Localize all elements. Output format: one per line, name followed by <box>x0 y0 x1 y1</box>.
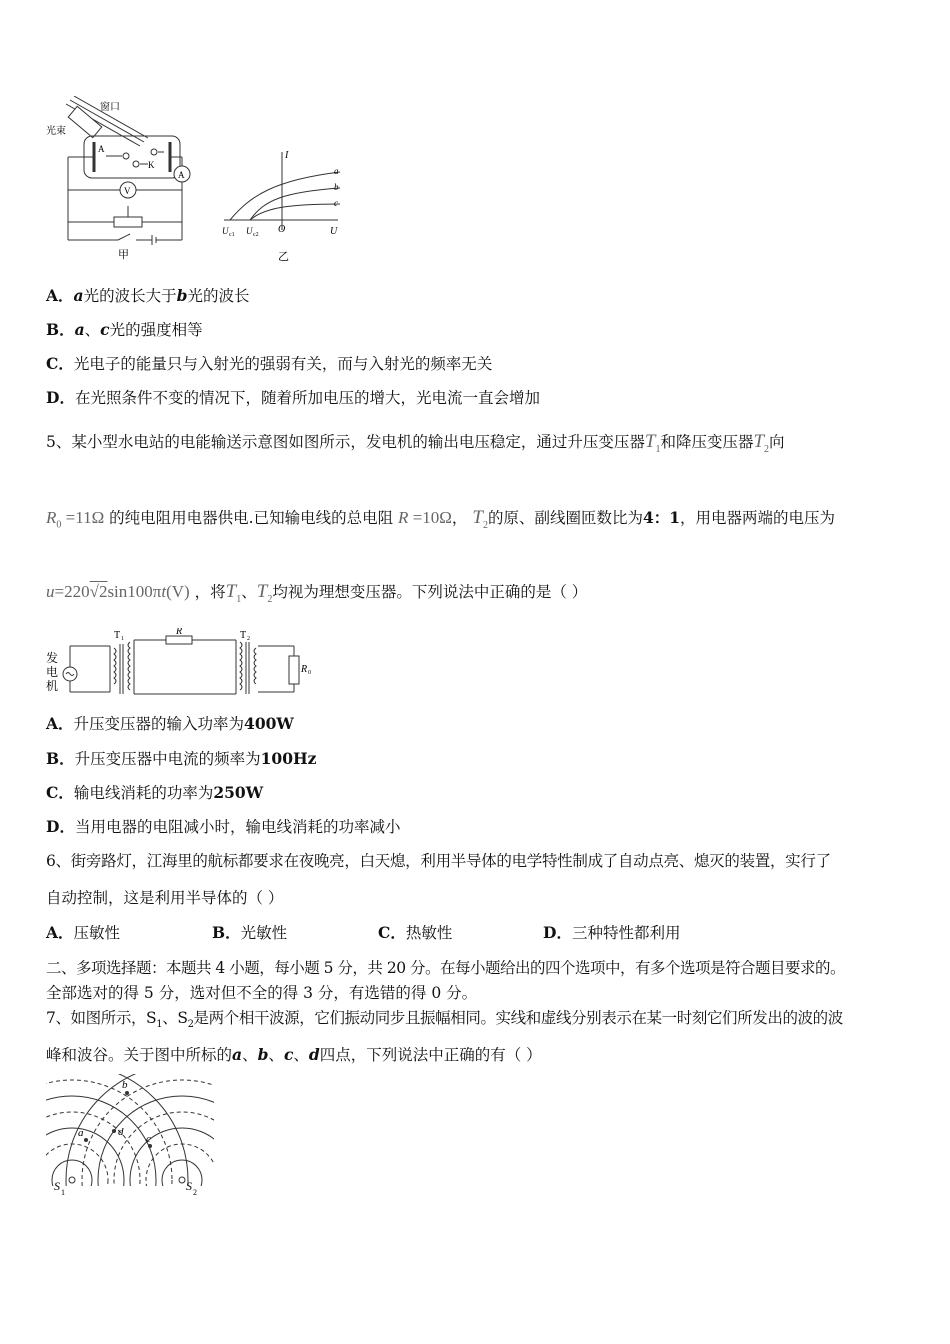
svg-text:0: 0 <box>308 670 311 676</box>
svg-text:c: c <box>146 1133 151 1145</box>
interference-figure <box>46 1074 216 1200</box>
section2-line-2: 全部选对的得 5 分，选对但不全的得 3 分，有选错的得 0 分。 <box>46 984 478 1002</box>
svg-text:1: 1 <box>61 1188 65 1197</box>
svg-text:T: T <box>114 630 121 641</box>
svg-text:c2: c2 <box>253 232 259 238</box>
svg-text:a: a <box>78 1127 84 1139</box>
svg-text:c: c <box>334 198 338 208</box>
q6-line-2: 自动控制，这是利用半导体的（ ） <box>46 889 284 907</box>
photo-tube <box>84 136 180 178</box>
iu-graph <box>224 152 340 230</box>
svg-text:电: 电 <box>46 665 59 679</box>
svg-text:U: U <box>246 226 253 236</box>
transmission-figure <box>44 628 314 698</box>
q7-line-1: 7、如图所示，$S_1$、$S_2$是两个相干波源，它们振动同步且振幅相同。实线和虚线分别表示在某一时刻它们所发出的波的波 <box>46 1009 843 1031</box>
svg-text:R: R <box>176 628 183 637</box>
svg-text:A: A <box>98 144 105 154</box>
svg-text:U: U <box>330 226 338 237</box>
q5-line-3: u=220√2sin100πt(V) ，将$T_1$、$T_2$均视为理想变压器。下列说法中正确的是（ ） <box>46 581 588 605</box>
svg-text:O: O <box>278 224 286 235</box>
q5-option-b: B．升压变压器中电流的频率为100Hz <box>46 749 317 768</box>
svg-text:S: S <box>186 1179 192 1193</box>
svg-text:2: 2 <box>247 636 250 642</box>
svg-text:A: A <box>178 170 185 180</box>
q6-line-1: 6、街旁路灯，江海里的航标都要求在夜晚亮，白天熄，利用半导体的电学特性制成了自动点亮、熄灭的装置，实行了 <box>46 852 831 870</box>
q5-option-c: C．输电线消耗的功率为250W <box>46 783 264 802</box>
circuit <box>68 157 182 245</box>
svg-text:d: d <box>118 1126 124 1138</box>
svg-text:U: U <box>222 226 229 236</box>
svg-text:K: K <box>148 160 155 170</box>
svg-text:T: T <box>240 630 247 641</box>
section2-line-1: 二、多项选择题：本题共 4 小题，每小题 5 分，共 20 分。在每小题给出的四个选项中，有多个选项是符合题目要求的。 <box>46 959 846 977</box>
q5-option-a: A．升压变压器的输入功率为400W <box>46 714 294 733</box>
q4-option-b: B．a、c光的强度相等 <box>46 320 203 339</box>
q4-option-d: D．在光照条件不变的情况下，随着所加电压的增大，光电流一直会增加 <box>46 388 540 407</box>
svg-text:b: b <box>122 1079 128 1091</box>
svg-text:V: V <box>124 186 131 196</box>
svg-text:R: R <box>301 664 308 675</box>
q6-option-b: B．光敏性 <box>212 923 288 942</box>
svg-text:a: a <box>334 166 339 176</box>
q7-line-2: 峰和波谷。关于图中所标的a、b、c、d四点，下列说法中正确的有（ ） <box>46 1045 542 1064</box>
q5-line-2: $R_0 =11\Omega$ 的纯电阻用电器供电.已知输电线的总电阻 R =10Ω， $T_2$的原、副线圈匝数比为4：1，用电器两端的电压为 <box>46 507 836 531</box>
svg-text:S: S <box>54 1179 60 1193</box>
label-window: 窗口 <box>100 102 120 113</box>
photoelectric-figure <box>44 96 354 264</box>
svg-text:c1: c1 <box>229 232 235 238</box>
svg-text:1: 1 <box>121 636 124 642</box>
q6-option-a: A．压敏性 <box>46 923 121 942</box>
caption-yi: 乙 <box>278 251 289 263</box>
svg-text:2: 2 <box>193 1188 197 1197</box>
svg-text:b: b <box>334 182 339 192</box>
q6-option-d: D．三种特性都利用 <box>543 923 681 942</box>
q6-option-c: C．热敏性 <box>378 923 453 942</box>
svg-text:发: 发 <box>46 651 59 665</box>
q5-line-1: 5、某小型水电站的电能输送示意图如图所示，发电机的输出电压稳定，通过升压变压器$T_1$和降压变压器$T_2$向 <box>46 431 785 455</box>
svg-text:I: I <box>285 150 289 161</box>
label-beam: 光束 <box>46 126 66 137</box>
q5-option-d: D．当用电器的电阻减小时，输电线消耗的功率减小 <box>46 817 401 836</box>
q4-option-a: A．a光的波长大于b光的波长 <box>46 286 250 305</box>
caption-jia: 甲 <box>118 249 129 261</box>
svg-text:机: 机 <box>46 679 59 693</box>
q4-option-c: C．光电子的能量只与入射光的强弱有关，而与入射光的频率无关 <box>46 354 493 373</box>
